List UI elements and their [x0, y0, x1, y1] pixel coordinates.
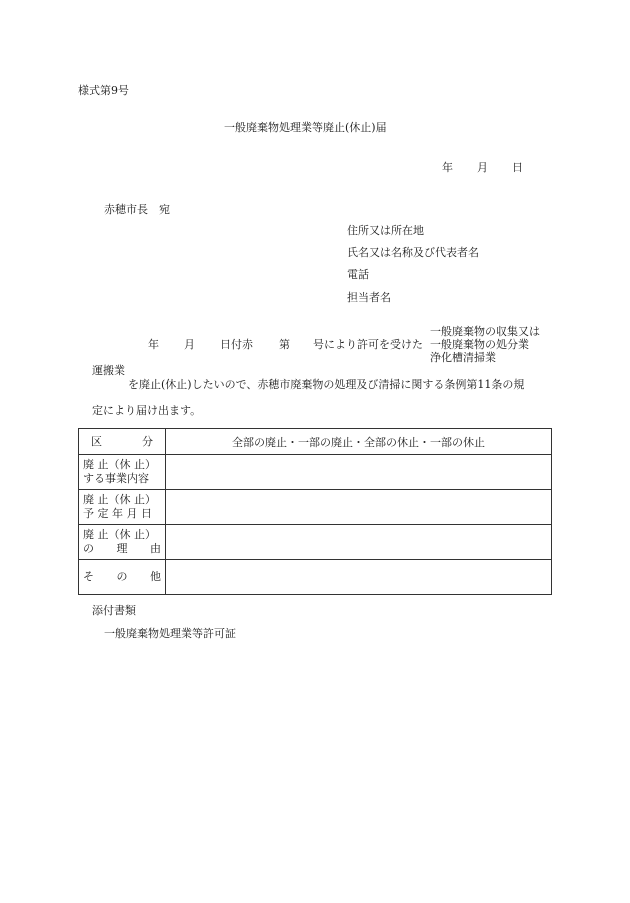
category-header	[79, 429, 166, 455]
reason-cell[interactable]	[166, 525, 552, 560]
row-label-other	[79, 560, 166, 595]
business-continuation: 運搬業	[92, 364, 125, 377]
row-label-char: の	[116, 570, 128, 584]
attachments-heading: 添付書類	[92, 604, 136, 617]
business-option-disposal: 一般廃棄物の処分業	[430, 338, 529, 351]
category-header-char-b: 分	[142, 434, 153, 448]
other-cell[interactable]	[166, 560, 552, 595]
notification-table	[78, 428, 552, 595]
body-text-line-1: を廃止(休止)したいので、赤穂市廃棄物の処理及び清掃に関する条例第11条の規	[128, 378, 525, 391]
attachment-item: 一般廃棄物処理業等許可証	[104, 627, 236, 640]
row-label-line: 廃 止（休 止）	[83, 528, 156, 542]
applicant-phone-label: 電話	[347, 268, 369, 281]
table-row	[79, 490, 552, 525]
table-row	[79, 525, 552, 560]
row-label-reason	[79, 525, 166, 560]
row-label-char: 理	[116, 542, 128, 555]
business-content-cell[interactable]	[166, 455, 552, 490]
permit-month: 月	[184, 338, 195, 351]
table-row	[79, 455, 552, 490]
addressee: 赤穂市長 宛	[104, 203, 170, 216]
permit-date-prefix: 日付赤	[220, 338, 253, 351]
business-option-collection: 一般廃棄物の収集又は	[430, 325, 540, 338]
row-label-char: そ	[83, 570, 94, 584]
row-label-char: 他	[150, 570, 161, 584]
applicant-person-label: 担当者名	[347, 291, 391, 304]
table-row	[79, 560, 552, 595]
row-label-line	[83, 542, 161, 556]
row-label-date	[79, 490, 166, 525]
date-day: 日	[512, 161, 523, 174]
date-year: 年	[442, 161, 453, 174]
body-text-line-2: 定により届け出ます。	[92, 404, 202, 417]
applicant-name-label: 氏名又は名称及び代表者名	[347, 246, 479, 259]
row-label-char: 由	[150, 542, 161, 555]
row-label-line: する事業内容	[83, 472, 149, 485]
category-header-char-a: 区	[91, 434, 102, 448]
table-header-row	[79, 429, 552, 455]
row-label-line: 廃 止（休 止）	[83, 493, 156, 507]
row-label-char: の	[83, 542, 94, 555]
row-label-business	[79, 455, 166, 490]
document-title: 一般廃棄物処理業等廃止(休止)届	[224, 121, 387, 134]
business-option-septic: 浄化槽清掃業	[430, 351, 496, 364]
permit-year: 年	[148, 338, 159, 351]
permit-no-prefix: 第	[279, 338, 290, 351]
applicant-address-label: 住所又は所在地	[347, 224, 424, 237]
scheduled-date-cell[interactable]	[166, 490, 552, 525]
row-label-line: 予 定 年 月 日	[83, 507, 152, 520]
category-options: 全部の廃止・一部の廃止・全部の休止・一部の休止	[166, 429, 552, 455]
form-number: 様式第9号	[78, 84, 129, 97]
date-month: 月	[477, 161, 488, 174]
permit-suffix: 号により許可を受けた	[313, 338, 423, 351]
row-label-line: 廃 止（休 止）	[83, 458, 156, 472]
